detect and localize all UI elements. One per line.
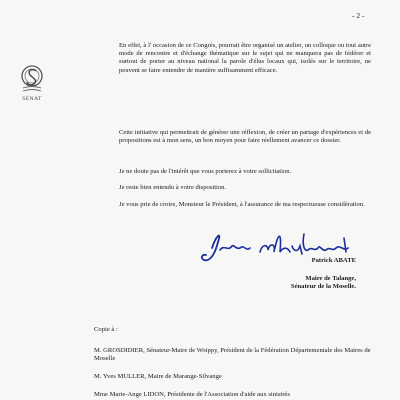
copy-recipient: M. GROSDIDIER, Sénateur-Maire de Woippy, Président de la Fédération Départementale des Maires de Moselle (94, 347, 371, 363)
page-number: - 2 - (352, 11, 365, 20)
svg-text:SÉNAT: SÉNAT (22, 96, 42, 102)
paragraph-disposition: Je reste bien entendu à votre disposition. (119, 184, 227, 191)
copy-recipient: Mme Marie-Ange LIDON, Présidente de l'Association d'aide aux sinistrés (94, 391, 290, 398)
copy-recipient: M. Yves MULLER, Maire de Marange-Silvange (94, 373, 222, 380)
copies-heading: Copie à : (94, 326, 118, 333)
paragraph-congress: En effet, à l' occasion de ce Congrès, pourrait être organisé un atelier, un colloque ou tout autre mode de rencontre et d'échange thématique sur le sujet qui ne manquera pas de fédérer et surtout de porter au niveau national la parole d'élus locaux qui, isolés sur le territoire, ne peuvent se faire entendre de manière suffisamment efficace. (119, 42, 371, 74)
signature-block (220, 257, 356, 292)
signatory-title-senator: Sénateur de la Moselle. (290, 283, 356, 291)
signatory-name: Patrick ABATE (311, 257, 356, 264)
paragraph-initiative: Cette initiative qui permettrait de générer une réflexion, de créer un partage d'expériences et de propositions est à mon sens, un bon moyen pour faire réellement avancer ce dossier. (119, 129, 371, 145)
senate-seal-logo (19, 60, 45, 120)
signatory-title-mayor: Maire de Talange, (305, 274, 356, 282)
paragraph-closing: Je vous prie de croire, Monsieur le Président, à l'assurance de ma respectueuse considération. (119, 201, 365, 208)
paragraph-interest: Je ne doute pas de l'intérêt que vous porterez à votre sollicitation. (119, 168, 292, 175)
